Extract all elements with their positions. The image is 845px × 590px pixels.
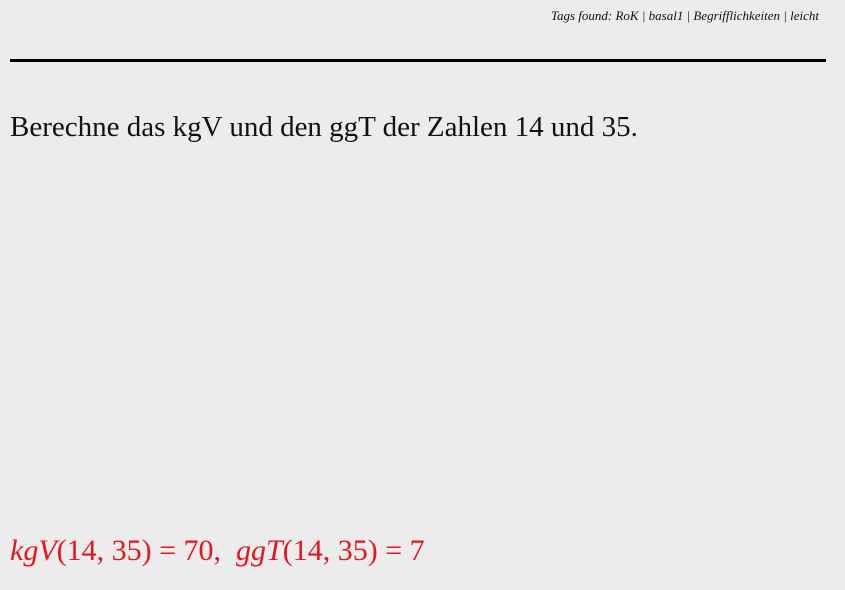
kgv-value: (14, 35) = 70, — [56, 534, 222, 567]
tags-line: Tags found: RoK | basal1 | Begrifflichkeiten | leicht — [550, 8, 819, 23]
ggt-value: (14, 35) = 7 — [282, 534, 425, 567]
header-divider — [10, 59, 826, 62]
question-text: Berechne das kgV und den ggT der Zahlen 14 und 35. — [10, 111, 638, 143]
kgv-symbol: kgV — [10, 534, 57, 567]
ggt-symbol: ggT — [236, 534, 283, 567]
answer-formula — [10, 534, 425, 568]
